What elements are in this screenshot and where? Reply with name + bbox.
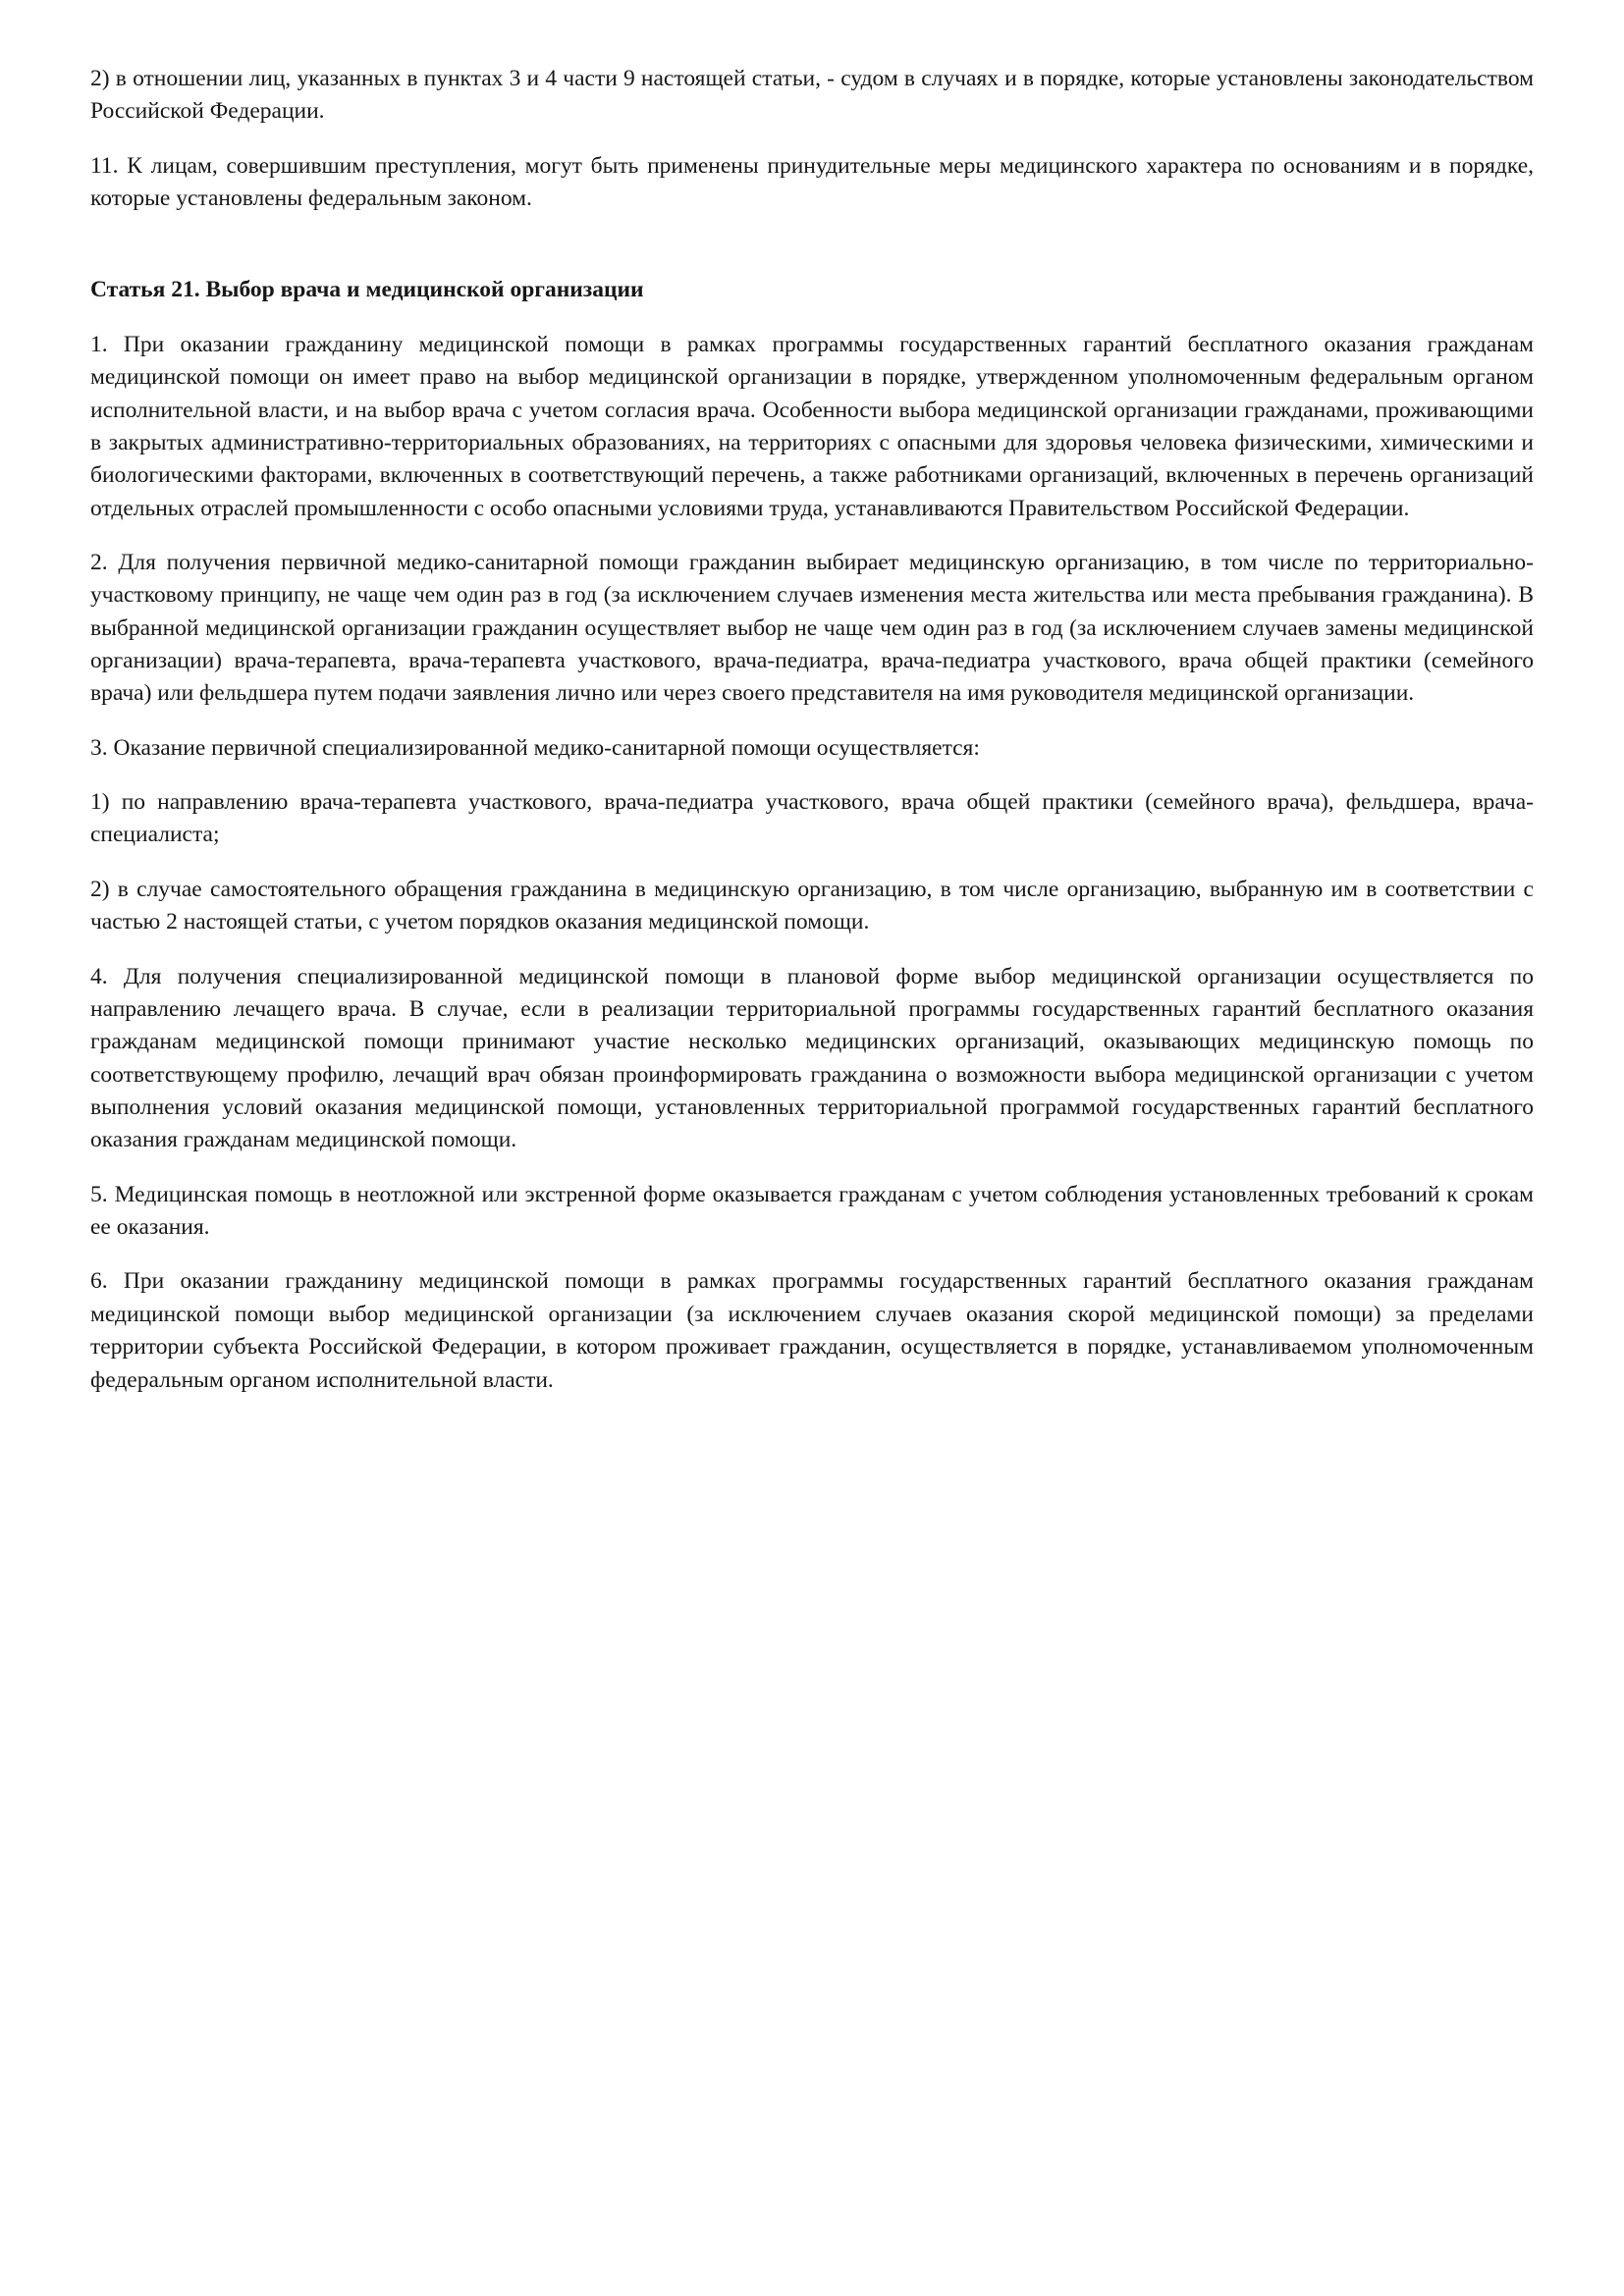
paragraph-point-2-court: 2) в отношении лиц, указанных в пунктах 3 и 4 части 9 настоящей статьи, - судом в случаях и в порядке, которые установлены законодательством Российской Федерации. bbox=[90, 66, 1534, 125]
paragraph-part-3-point-2: 2) в случае самостоятельного обращения гражданина в медицинскую организацию, в том числе организацию, выбранную им в соответствии с частью 2 настоящей статьи, с учетом порядков оказания медицинской помощи. bbox=[90, 876, 1534, 935]
paragraph-part-2: 2. Для получения первичной медико-санитарной помощи гражданин выбирает медицинскую организацию, в том числе по территориально-участковому принципу, не чаще чем один раз в год (за исключением случаев изменения места жительства или места пребывания гражданина). В выбранной медицинской организации гражданин осуществляет выбор не чаще чем один раз в год (за исключением случаев замены медицинской организации) врача-терапевта, врача-терапевта участкового, врача-педиатра, врача-педиатра участкового, врача общей практики (семейного врача) или фельдшера путем подачи заявления лично или через своего представителя на имя руководителя медицинской организации. bbox=[90, 549, 1534, 707]
article-21-heading: Статья 21. Выбор врача и медицинской организации bbox=[90, 277, 644, 303]
paragraph-part-4: 4. Для получения специализированной медицинской помощи в плановой форме выбор медицинской организации осуществляется по направлению лечащего врача. В случае, если в реализации территориальной программы государственных гарантий бесплатного оказания гражданам медицинской помощи принимают участие несколько медицинских организаций, оказывающих медицинскую помощь по соответствующему профилю, лечащий врач обязан проинформировать гражданина о возможности выбора медицинской организации с учетом выполнения условий оказания медицинской помощи, установленных территориальной программой государственных гарантий бесплатного оказания гражданам медицинской помощи. bbox=[90, 963, 1534, 1153]
paragraph-part-3: 3. Оказание первичной специализированной медико-санитарной помощи осуществляется: bbox=[90, 734, 980, 761]
paragraph-part-6: 6. При оказании гражданину медицинской помощи в рамках программы государственных гарантий бесплатного оказания гражданам медицинской помощи выбор медицинской организации (за исключением случаев оказания скорой медицинской помощи) за пределами территории субъекта Российской Федерации, в котором проживает гражданин, осуществляется в порядке, устанавливаемом уполномоченным федеральным органом исполнительной власти. bbox=[90, 1268, 1534, 1393]
paragraph-part-3-point-1: 1) по направлению врача-терапевта участкового, врача-педиатра участкового, врача общей практики (семейного врача), фельдшера, врача-специалиста; bbox=[90, 789, 1534, 848]
paragraph-part-1: 1. При оказании гражданину медицинской помощи в рамках программы государственных гарантий бесплатного оказания гражданам медицинской помощи он имеет право на выбор медицинской организации в порядке, утвержденном уполномоченным федеральным органом исполнительной власти, и на выбор врача с учетом согласия врача. Особенности выбора медицинской организации гражданами, проживающими в закрытых административно-территориальных образованиях, на территориях с опасными для здоровья человека физическими, химическими и биологическими факторами, включенных в соответствующий перечень, а также работниками организаций, включенных в перечень организаций отдельных отраслей промышленности с особо опасными условиями труда, устанавливаются Правительством Российской Федерации. bbox=[90, 331, 1534, 521]
paragraph-part-5: 5. Медицинская помощь в неотложной или экстренной форме оказывается гражданам с учетом соблюдения установленных требований к срокам ее оказания. bbox=[90, 1181, 1534, 1241]
paragraph-part-11: 11. К лицам, совершившим преступления, могут быть применены принудительные меры медицинского характера по основаниям и в порядке, которые установлены федеральным законом. bbox=[90, 152, 1534, 212]
